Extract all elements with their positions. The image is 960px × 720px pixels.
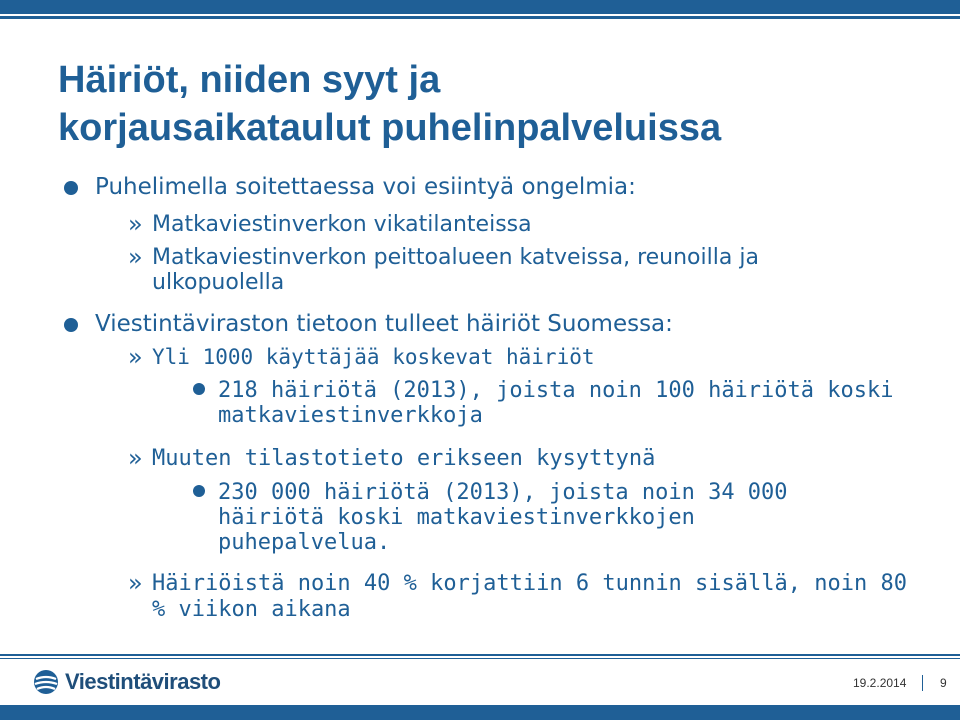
page-number: 9 — [940, 676, 947, 690]
footer-rule — [0, 654, 960, 656]
chevron-icon: » — [128, 343, 143, 371]
top-rule — [0, 16, 960, 19]
footer-rule-thin — [0, 658, 960, 659]
bullet-2-text: Viestintäviraston tietoon tulleet häiriöt Suomessa: — [95, 311, 673, 337]
bullet-1-sub-1: Matkaviestinverkon vikatilanteissa — [152, 212, 532, 237]
bullet-dot-icon — [64, 181, 78, 195]
top-bar — [0, 0, 960, 14]
bullet-2-item-2-line-2: häiriötä koski matkaviestinverkkojen — [218, 505, 695, 530]
bullet-2-sub-2: Muuten tilastotieto erikseen kysyttynä — [152, 446, 656, 471]
bullet-1-sub-2-line-1: Matkaviestinverkon peittoalueen katveissa, reunoilla ja — [152, 245, 759, 270]
bullet-2-item-1-line-2: matkaviestinverkkoja — [218, 403, 483, 428]
viestintavirasto-logo — [33, 667, 220, 697]
bullet-dot-icon — [64, 318, 78, 332]
bullet-2-sub-1: Yli 1000 käyttäjää koskevat häiriöt — [152, 345, 595, 369]
globe-logo-icon — [33, 669, 59, 695]
slide-title — [58, 56, 938, 152]
chevron-icon: » — [128, 569, 143, 597]
bullet-2-sub-3-line-2: % viikon aikana — [152, 597, 351, 622]
chevron-icon: » — [128, 243, 143, 271]
footer-date: 19.2.2014 — [853, 676, 907, 690]
bullet-2-item-2-line-3: puhepalvelua. — [218, 530, 391, 555]
bullet-2-item-2-line-1: 230 000 häiriötä (2013), joista noin 34 000 — [218, 480, 788, 505]
bullet-2-item-1-line-1: 218 häiriötä (2013), joista noin 100 häiriötä koski — [218, 378, 894, 403]
chevron-icon: » — [128, 210, 143, 238]
title-line-2: korjausaikataulut puhelinpalveluissa — [58, 107, 722, 149]
sub-bullet-dot-icon — [193, 485, 205, 497]
bullet-2-sub-3-line-1: Häiriöistä noin 40 % korjattiin 6 tunnin sisällä, noin 80 — [152, 571, 907, 596]
footer-separator — [922, 675, 923, 691]
bullet-1-sub-2-line-2: ulkopuolella — [152, 270, 285, 295]
bullet-1-text: Puhelimella soitettaessa voi esiintyä ongelmia: — [95, 174, 636, 200]
chevron-icon: » — [128, 444, 143, 472]
bottom-bar — [0, 705, 960, 720]
sub-bullet-dot-icon — [193, 383, 205, 395]
logo-text: Viestintävirasto — [65, 669, 221, 694]
title-line-1: Häiriöt, niiden syyt ja — [58, 59, 441, 101]
